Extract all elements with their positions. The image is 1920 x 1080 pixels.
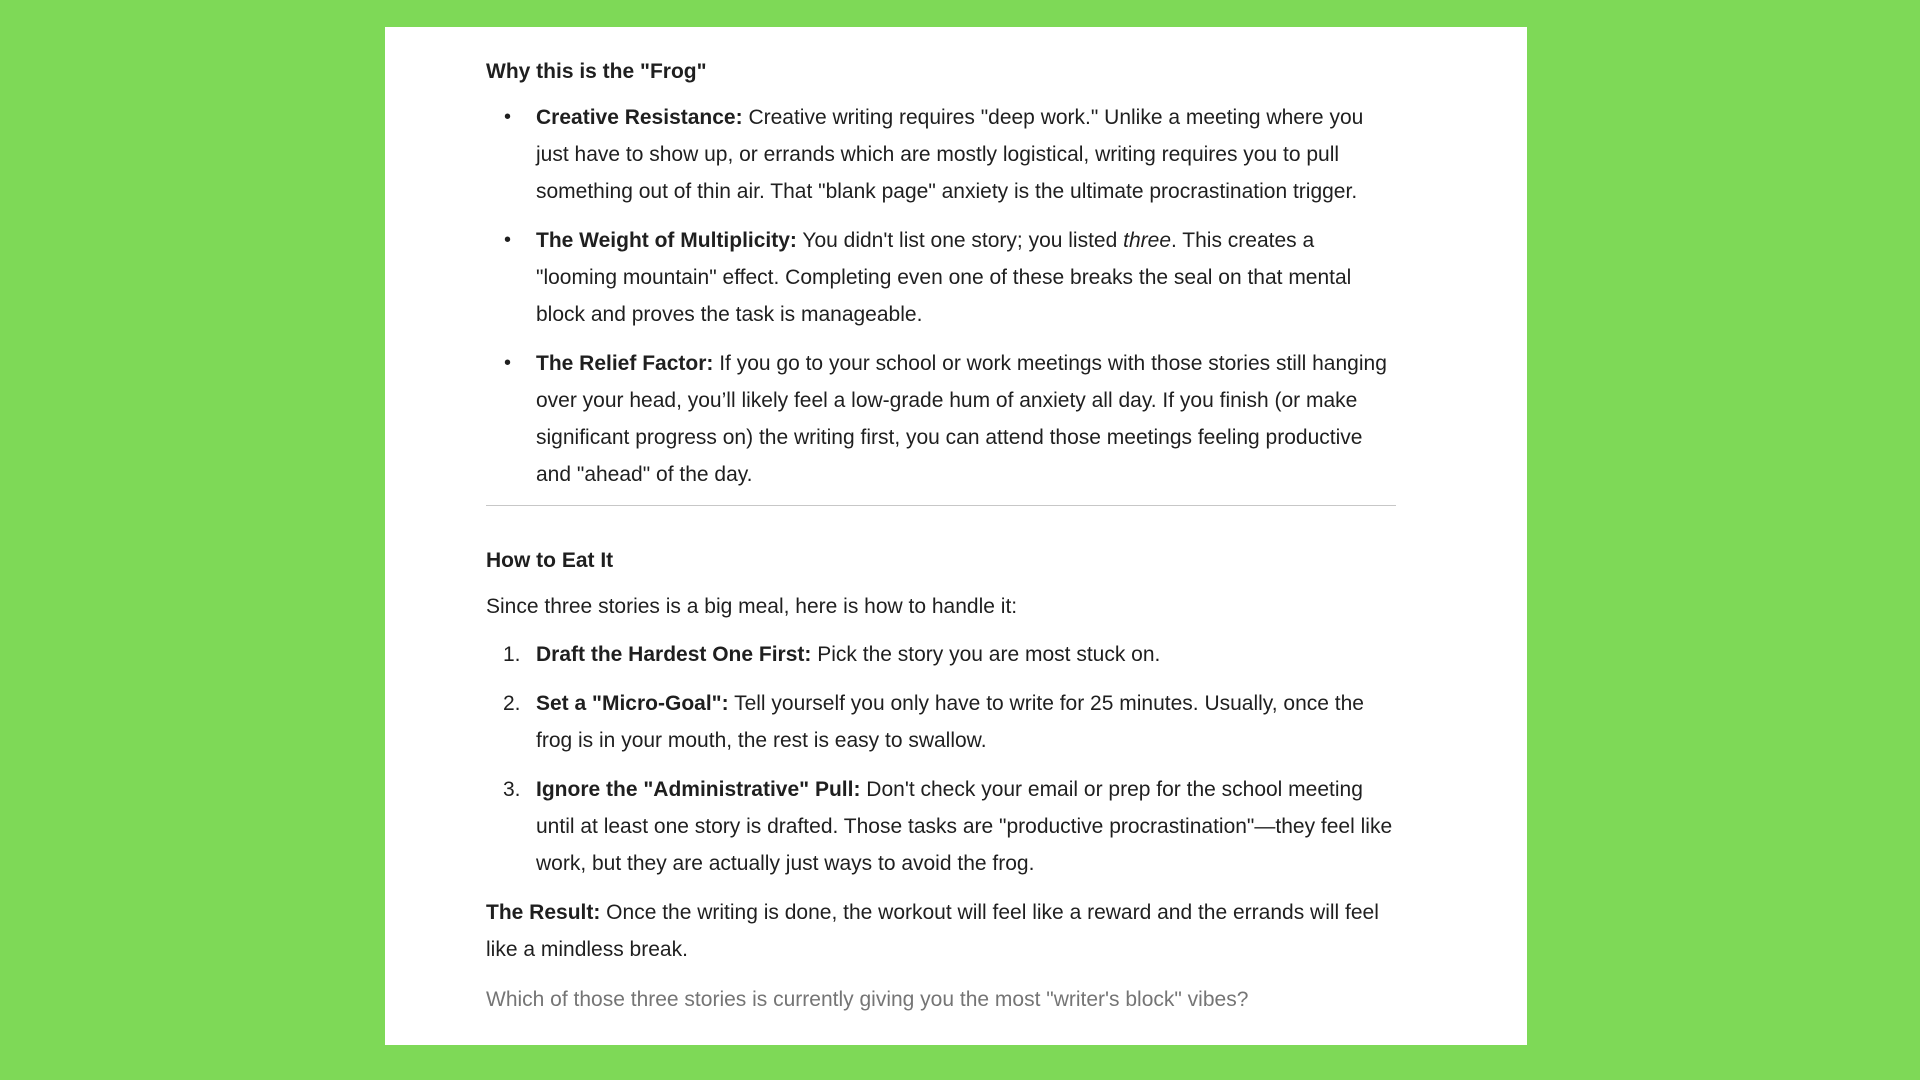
item-text: Creative writing requires "deep work." Unlike a meeting where you just have to show up, or errands which are mostly logistical, writing requires you to pull something out of thin air. That "blank page" anxiety is the ultimate procrastination trigger. (536, 106, 1364, 203)
item-label: Creative Resistance: (536, 106, 743, 129)
list-item (486, 99, 1396, 210)
list-item (486, 636, 1396, 673)
item-label: Ignore the "Administrative" Pull: (536, 778, 861, 801)
section-heading-frog: Why this is the "Frog" (486, 60, 707, 83)
item-label: The Weight of Multiplicity: (536, 229, 797, 252)
result-label: The Result: (486, 901, 601, 924)
item-label: Draft the Hardest One First: (536, 643, 812, 666)
step-number: 3. (503, 778, 521, 801)
item-text: Tell yourself you only have to write for 25 minutes. Usually, once the frog is in your mouth, the rest is easy to swallow. (536, 692, 1364, 752)
steps-list (486, 636, 1396, 882)
section-heading-how-to-eat: How to Eat It (486, 549, 614, 572)
reasons-list (486, 99, 1396, 493)
section-divider (486, 505, 1396, 506)
item-label: Set a "Micro-Goal": (536, 692, 729, 715)
item-label: The Relief Factor: (536, 352, 714, 375)
response-content (486, 57, 1396, 1018)
list-item (486, 685, 1396, 759)
bullet-icon: • (504, 352, 512, 374)
section-intro: Since three stories is a big meal, here is how to handle it: (486, 595, 1018, 618)
item-text: . This creates a "looming mountain" effect. Completing even one of these breaks the seal on that mental block and proves the task is manageable. (536, 229, 1352, 326)
list-item (486, 345, 1396, 493)
bullet-icon: • (504, 229, 512, 251)
item-text: You didn't list one story; you listed (796, 229, 1124, 252)
result-paragraph (486, 894, 1396, 968)
item-text: Pick the story you are most stuck on. (811, 643, 1161, 666)
response-card (385, 27, 1527, 1045)
item-text: If you go to your school or work meetings with those stories still hanging over your head, you’ll likely feel a low-grade hum of anxiety all day. If you finish (or make significant progress on) the writing first, you can attend those meetings feeling productive and "ahead" of the day. (536, 352, 1387, 486)
follow-up-question: Which of those three stories is currently giving you the most "writer's block" vibes? (486, 988, 1249, 1011)
list-item (486, 222, 1396, 333)
list-item (486, 771, 1396, 882)
item-text: Don't check your email or prep for the school meeting until at least one story is drafted. Those tasks are "productive procrastination"—they feel like work, but they are actually just ways to avoid the frog. (536, 778, 1393, 875)
step-number: 1. (503, 643, 521, 666)
result-text: Once the writing is done, the workout will feel like a reward and the errands will feel like a mindless break. (486, 901, 1379, 961)
step-number: 2. (503, 692, 521, 715)
item-emphasis: three (1123, 229, 1172, 252)
bullet-icon: • (504, 106, 512, 128)
